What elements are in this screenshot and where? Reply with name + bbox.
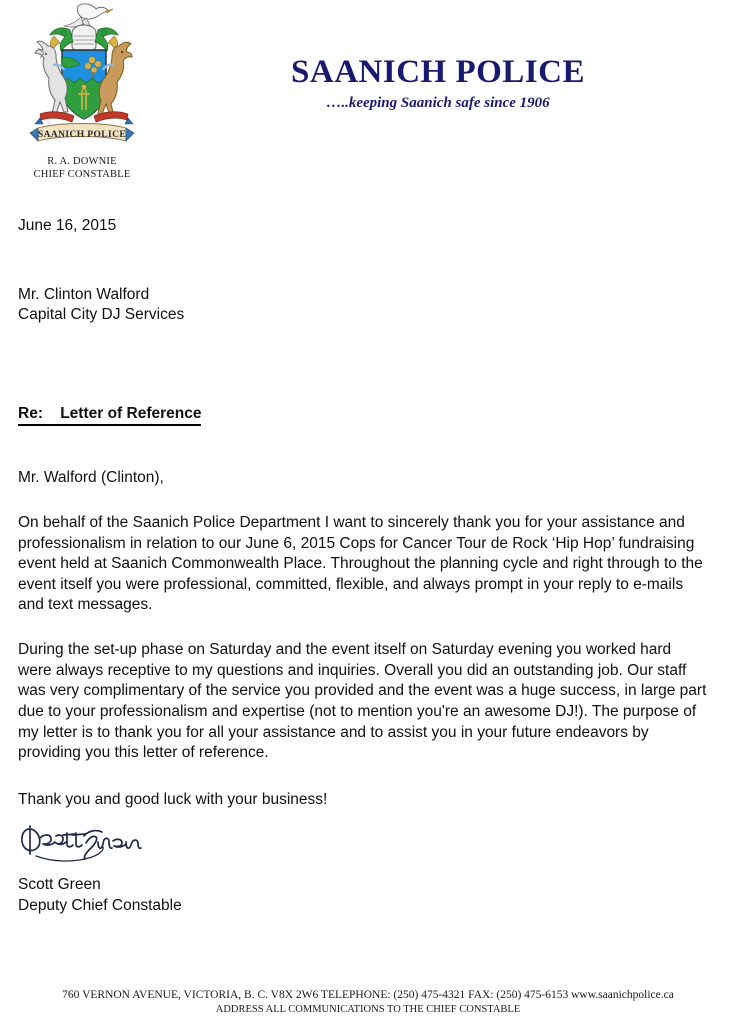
svg-text:SAANICH POLICE: SAANICH POLICE	[37, 130, 127, 140]
recipient-name: Mr. Clinton Walford	[18, 285, 150, 303]
signature-image	[18, 822, 148, 866]
chief-constable-rank: CHIEF CONSTABLE	[33, 169, 131, 181]
body-paragraph-1: On behalf of the Saanich Police Department I want to sincerely thank you for your assistance and professionalism in relation to our June 6, 2015 Cops for Cancer Tour de Rock ‘Hip Hop’ fundraising event held at Saanich Commonwealth Place. Throughout the planning cycle and right through to the event itself you were professional, committed, flexible, and always prompt in your reply to e-mails and text messages.	[18, 514, 703, 614]
signer-title: Deputy Chief Constable	[18, 896, 182, 914]
recipient-company: Capital City DJ Services	[18, 306, 185, 324]
crest-banner	[30, 124, 134, 142]
subject-text: Re: Letter of Reference	[18, 404, 201, 427]
body-paragraph-2: During the set-up phase on Saturday and the event itself on Saturday evening you worked hard were always receptive to my questions and inquiries. Overall you did an outstanding job. Our staff was very complimentary of the service you provided and the event was a huge success, in large part due to your professionalism and expertise (not to mention you're an awesome DJ!). The purpose of my letter is to thank you for all your assistance and to assist you in your future endeavors by providing you this letter of reference.	[18, 641, 707, 762]
footer-notice-line: ADDRESS ALL COMMUNICATIONS TO THE CHIEF CONSTABLE	[215, 1004, 521, 1016]
recipient-block	[18, 285, 708, 326]
saanich-police-crest-icon	[18, 2, 146, 150]
footer-address-line: 760 VERNON AVENUE, VICTORIA, B. C. V8X 2W6 TELEPHONE: (250) 475-4321 FAX: (250) 475-6153 www.saanichpolice.ca	[62, 988, 674, 1001]
chief-constable-block	[20, 155, 144, 182]
subject-line	[18, 404, 708, 427]
page-footer	[0, 988, 736, 1017]
letter-body	[18, 216, 708, 917]
salutation: Mr. Walford (Clinton),	[18, 469, 164, 487]
letterhead	[0, 0, 736, 200]
chief-constable-name: R. A. DOWNIE	[47, 156, 117, 167]
organization-tagline: …..keeping Saanich safe since 1906	[326, 95, 550, 111]
closing-line: Thank you and good luck with your business!	[18, 790, 328, 808]
crest-helm	[72, 25, 96, 52]
organization-title: SAANICH POLICE	[291, 54, 585, 90]
signoff-block	[18, 875, 708, 916]
signer-name: Scott Green	[18, 876, 101, 894]
letter-date: June 16, 2015	[18, 217, 117, 234]
